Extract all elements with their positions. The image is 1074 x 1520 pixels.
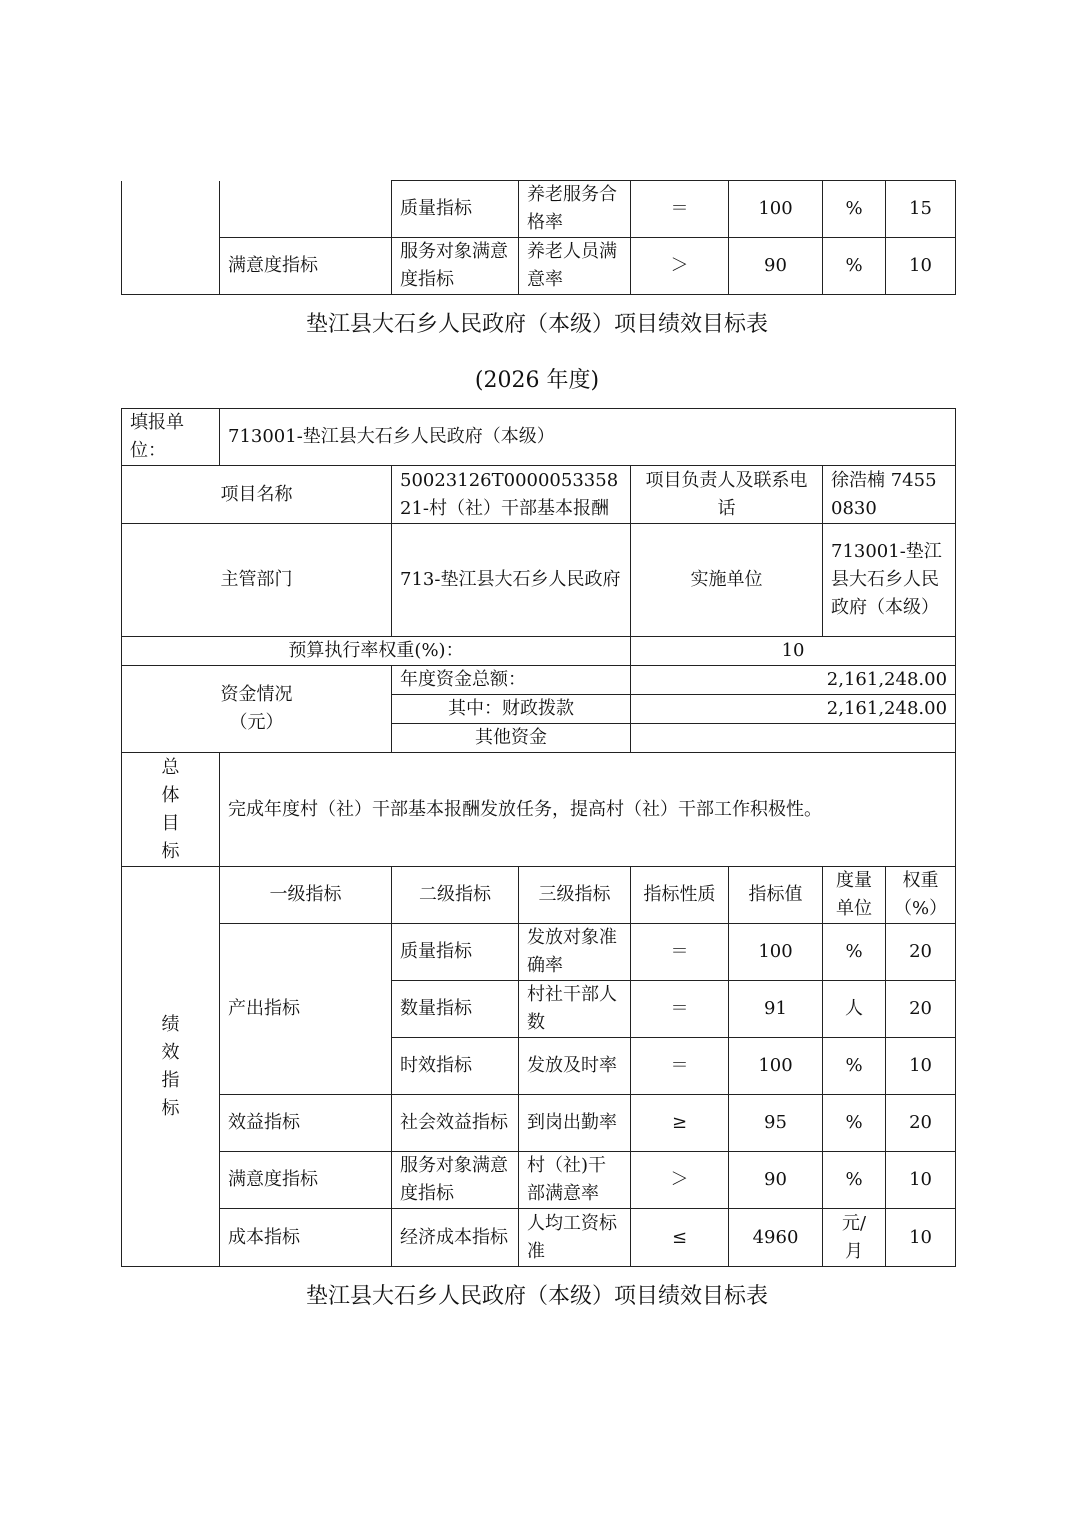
dept-value: 713-垫江县大石乡人民政府	[392, 524, 631, 637]
weight-cell: 10	[886, 1209, 956, 1267]
funds-other-label: 其他资金	[392, 724, 631, 753]
level2-cell: 服务对象满意度指标	[392, 1152, 519, 1209]
funds-label: 资金情况（元）	[122, 666, 392, 753]
goal-label: 总体目标	[161, 756, 180, 862]
funds-other-value	[631, 724, 956, 753]
nature-cell: ＝	[631, 981, 729, 1038]
page-title: 垫江县大石乡人民政府（本级）项目绩效目标表	[305, 312, 768, 337]
weight-cell: 10	[886, 1152, 956, 1209]
table-row	[122, 753, 956, 867]
project-name-label: 项目名称	[122, 466, 392, 524]
indicators-label-cell	[122, 867, 220, 1267]
level3-cell: 村（社)干部满意率	[519, 1152, 631, 1209]
table-row	[122, 666, 956, 695]
level3-cell: 人均工资标准	[519, 1209, 631, 1267]
value-cell: 4960	[729, 1209, 823, 1267]
nature-cell: ＝	[631, 181, 729, 238]
funds-total-label: 年度资金总额：	[392, 666, 631, 695]
column-header: 指标值	[729, 867, 823, 924]
level2-cell: 质量指标	[392, 924, 519, 981]
table-row	[122, 1095, 956, 1152]
table-row	[122, 637, 956, 666]
nature-cell: ＝	[631, 1038, 729, 1095]
table-row	[122, 1152, 956, 1209]
budget-rate-value: 10	[631, 637, 956, 666]
value-cell: 91	[729, 981, 823, 1038]
weight-cell: 20	[886, 981, 956, 1038]
nature-cell: ≤	[631, 1209, 729, 1267]
budget-rate-label: 预算执行率权重(%)：	[122, 637, 631, 666]
weight-cell: 10	[886, 1038, 956, 1095]
value-cell: 100	[729, 1038, 823, 1095]
level3-cell: 养老人员满意率	[519, 238, 631, 295]
contact-label: 项目负责人及联系电话	[631, 466, 823, 524]
unit-cell: %	[823, 924, 886, 981]
fragment-table	[121, 180, 956, 295]
level3-cell: 养老服务合格率	[519, 181, 631, 238]
empty-cell	[122, 181, 220, 295]
unit-cell: %	[823, 1038, 886, 1095]
nature-cell: ＞	[631, 1152, 729, 1209]
nature-cell: ＝	[631, 924, 729, 981]
weight-cell: 10	[886, 238, 956, 295]
unit-cell: %	[823, 1095, 886, 1152]
level2-cell: 质量指标	[392, 181, 519, 238]
value-cell: 90	[729, 238, 823, 295]
level3-cell: 村社干部人数	[519, 981, 631, 1038]
unit-cell: %	[823, 238, 886, 295]
value-cell: 95	[729, 1095, 823, 1152]
level1-cell: 产出指标	[220, 924, 392, 1095]
project-name-value: 50023126T000005335821-村（社）干部基本报酬	[392, 466, 631, 524]
unit-cell: 元/月	[823, 1209, 886, 1267]
contact-value: 徐浩楠 74550830	[823, 466, 956, 524]
column-header: 二级指标	[392, 867, 519, 924]
page-subtitle: (2026 年度)	[474, 368, 600, 393]
table-row	[122, 1209, 956, 1267]
unit-label: 填报单位：	[122, 409, 220, 466]
unit-value: 713001-垫江县大石乡人民政府（本级）	[220, 409, 956, 466]
table-row	[122, 238, 956, 295]
goal-value: 完成年度村（社）干部基本报酬发放任务，提高村（社）干部工作积极性。	[220, 753, 956, 867]
indicators-label: 绩效指标	[161, 1013, 180, 1119]
table-row	[122, 524, 956, 637]
level2-cell: 时效指标	[392, 1038, 519, 1095]
weight-cell: 20	[886, 924, 956, 981]
table-row	[122, 181, 956, 238]
impl-label: 实施单位	[631, 524, 823, 637]
header-row	[122, 867, 956, 924]
dept-label: 主管部门	[122, 524, 392, 637]
weight-cell: 15	[886, 181, 956, 238]
performance-table	[121, 408, 956, 1267]
value-cell: 100	[729, 924, 823, 981]
goal-label-cell	[122, 753, 220, 867]
funds-fiscal-label: 其中：财政拨款	[392, 695, 631, 724]
weight-cell: 20	[886, 1095, 956, 1152]
funds-total-value: 2,161,248.00	[631, 666, 956, 695]
level2-cell: 数量指标	[392, 981, 519, 1038]
value-cell: 100	[729, 181, 823, 238]
level2-cell: 经济成本指标	[392, 1209, 519, 1267]
impl-value: 713001-垫江县大石乡人民政府（本级）	[823, 524, 956, 637]
level1-cell: 效益指标	[220, 1095, 392, 1152]
column-header: 指标性质	[631, 867, 729, 924]
level1-cell: 满意度指标	[220, 1152, 392, 1209]
column-header: 一级指标	[220, 867, 392, 924]
level1-cell	[220, 181, 392, 238]
level1-cell: 成本指标	[220, 1209, 392, 1267]
level2-cell: 社会效益指标	[392, 1095, 519, 1152]
table-row	[122, 924, 956, 981]
unit-cell: %	[823, 181, 886, 238]
column-header: 权重（%）	[886, 867, 956, 924]
level3-cell: 发放及时率	[519, 1038, 631, 1095]
column-header: 三级指标	[519, 867, 631, 924]
unit-cell: %	[823, 1152, 886, 1209]
column-header: 度量单位	[823, 867, 886, 924]
funds-fiscal-value: 2,161,248.00	[631, 695, 956, 724]
value-cell: 90	[729, 1152, 823, 1209]
table-row	[122, 409, 956, 466]
unit-cell: 人	[823, 981, 886, 1038]
level3-cell: 到岗出勤率	[519, 1095, 631, 1152]
table-row	[122, 466, 956, 524]
level1-cell: 满意度指标	[220, 238, 392, 295]
nature-cell: ≥	[631, 1095, 729, 1152]
level3-cell: 发放对象准确率	[519, 924, 631, 981]
next-page-title: 垫江县大石乡人民政府（本级）项目绩效目标表	[305, 1284, 768, 1309]
nature-cell: ＞	[631, 238, 729, 295]
level2-cell: 服务对象满意度指标	[392, 238, 519, 295]
